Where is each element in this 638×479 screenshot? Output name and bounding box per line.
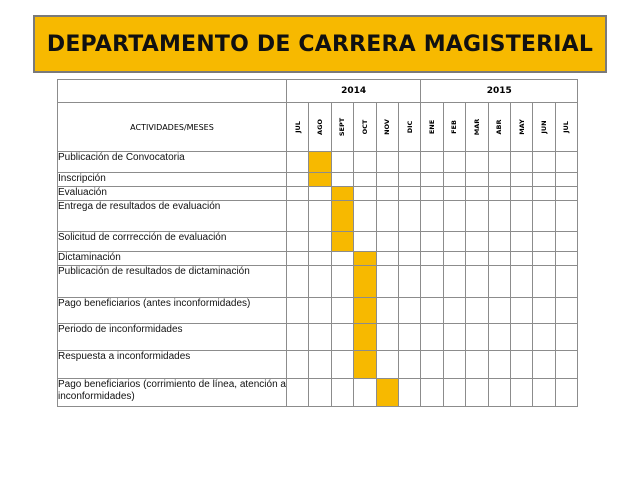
schedule-cell [488,152,510,173]
schedule-cell [376,324,398,351]
schedule-cell [466,187,488,201]
schedule-cell [354,152,376,173]
schedule-cell [309,201,331,232]
page-title: DEPARTAMENTO DE CARRERA MAGISTERIAL [46,31,594,57]
table-row [58,252,578,266]
schedule-cell [555,187,577,201]
schedule-cell [555,252,577,266]
schedule-cell [331,152,353,173]
schedule-cell [287,324,309,351]
schedule-cell [331,351,353,379]
schedule-cell [376,232,398,252]
schedule-cell [533,232,555,252]
schedule-cell [466,252,488,266]
schedule-cell [287,232,309,252]
schedule-cell [309,187,331,201]
schedule-cell [488,379,510,407]
schedule-cell [510,173,532,187]
schedule-cell-active [354,252,376,266]
schedule-cell [398,152,420,173]
month-header [287,103,309,152]
schedule-cell [510,351,532,379]
schedule-cell [287,379,309,407]
gantt-table [57,79,578,407]
schedule-cell [510,201,532,232]
schedule-cell [287,187,309,201]
schedule-cell [443,379,465,407]
schedule-cell [488,173,510,187]
schedule-cell [488,201,510,232]
activity-label: Dictaminación [58,252,287,266]
month-label: ENE [428,119,437,135]
activity-label: Pago beneficiarios (corrimiento de línea, atención a inconformidades) [58,379,287,407]
schedule-cell [510,232,532,252]
schedule-cell [555,298,577,324]
schedule-cell [421,351,443,379]
schedule-cell [354,232,376,252]
month-label: JUL [562,121,571,133]
table-row [58,298,578,324]
schedule-cell [488,252,510,266]
schedule-cell [443,351,465,379]
schedule-cell [376,252,398,266]
schedule-cell [510,324,532,351]
schedule-cell [466,201,488,232]
schedule-cell [376,266,398,298]
schedule-cell [510,379,532,407]
schedule-cell [466,232,488,252]
schedule-cell [533,324,555,351]
schedule-cell-active [354,324,376,351]
month-header [488,103,510,152]
table-row [58,187,578,201]
schedule-cell [488,351,510,379]
schedule-cell [510,252,532,266]
activity-label: Pago beneficiarios (antes inconformidades) [58,298,287,324]
schedule-cell [421,201,443,232]
schedule-cell [466,266,488,298]
schedule-cell [287,351,309,379]
activity-label: Respuesta a inconformidades [58,351,287,379]
table-row [58,379,578,407]
month-label: NOV [383,119,392,135]
schedule-cell [421,266,443,298]
schedule-cell [555,232,577,252]
schedule-cell [354,187,376,201]
schedule-cell [309,266,331,298]
schedule-cell [555,201,577,232]
month-label: OCT [360,119,369,135]
year-header-row [58,80,578,103]
schedule-cell [466,379,488,407]
schedule-cell [376,152,398,173]
month-header [354,103,376,152]
schedule-cell [466,324,488,351]
activity-label: Inscripción [58,173,287,187]
table-row [58,324,578,351]
schedule-cell [421,252,443,266]
table-row [58,152,578,173]
month-header [533,103,555,152]
schedule-cell [533,201,555,232]
schedule-cell [287,298,309,324]
schedule-cell [421,324,443,351]
schedule-cell [287,201,309,232]
month-header-row [58,103,578,152]
schedule-cell [398,298,420,324]
schedule-cell [421,187,443,201]
schedule-cell [488,266,510,298]
schedule-cell-active [376,379,398,407]
activities-header: ACTIVIDADES/MESES [58,103,287,152]
activity-label: Publicación de Convocatoria [58,152,287,173]
schedule-cell [555,324,577,351]
activity-label: Solicitud de corrrección de evaluación [58,232,287,252]
table-row [58,351,578,379]
schedule-cell [398,201,420,232]
schedule-cell [287,252,309,266]
schedule-cell [488,187,510,201]
month-label: JUN [539,120,548,134]
schedule-cell [331,324,353,351]
schedule-cell [331,252,353,266]
schedule-cell [555,351,577,379]
table-row [58,232,578,252]
schedule-cell [466,351,488,379]
schedule-cell [443,298,465,324]
schedule-cell [376,298,398,324]
schedule-cell [443,324,465,351]
schedule-cell [354,201,376,232]
schedule-cell-active [354,298,376,324]
month-label: MAY [517,119,526,135]
schedule-cell [443,201,465,232]
month-label: ABR [495,119,504,135]
schedule-cell [309,252,331,266]
schedule-cell [398,187,420,201]
schedule-cell [309,232,331,252]
schedule-cell-active [354,351,376,379]
schedule-cell [309,379,331,407]
activity-label: Publicación de resultados de dictaminación [58,266,287,298]
schedule-cell [376,351,398,379]
schedule-cell-active [309,152,331,173]
schedule-cell [533,173,555,187]
activity-label: Evaluación [58,187,287,201]
schedule-cell [398,232,420,252]
schedule-cell [421,173,443,187]
table-row [58,201,578,232]
schedule-cell-active [331,201,353,232]
year-header: 2015 [421,80,578,103]
month-header [398,103,420,152]
schedule-cell [354,173,376,187]
schedule-cell [309,298,331,324]
schedule-cell [398,252,420,266]
month-header [421,103,443,152]
gantt-body [58,152,578,407]
schedule-cell [421,232,443,252]
schedule-cell [533,298,555,324]
schedule-cell-active [331,187,353,201]
schedule-cell [398,173,420,187]
schedule-cell [555,379,577,407]
schedule-cell [354,379,376,407]
schedule-cell [488,298,510,324]
month-header [466,103,488,152]
schedule-cell [443,187,465,201]
month-label: JUL [293,121,302,133]
schedule-cell [331,266,353,298]
schedule-cell [287,152,309,173]
schedule-cell [287,266,309,298]
title-banner [33,15,607,73]
schedule-cell [398,266,420,298]
month-header [309,103,331,152]
activity-label: Periodo de inconformidades [58,324,287,351]
schedule-cell [533,266,555,298]
schedule-cell [443,173,465,187]
schedule-cell [533,351,555,379]
schedule-cell [510,187,532,201]
month-header [555,103,577,152]
schedule-cell-active [354,266,376,298]
schedule-cell [398,351,420,379]
schedule-cell [533,252,555,266]
month-label: DIC [405,120,414,134]
schedule-cell [555,152,577,173]
schedule-cell [309,324,331,351]
schedule-cell [488,232,510,252]
schedule-cell [533,379,555,407]
schedule-cell [331,173,353,187]
schedule-cell [376,201,398,232]
schedule-cell [398,379,420,407]
schedule-cell [443,266,465,298]
schedule-cell [398,324,420,351]
schedule-cell [443,152,465,173]
month-header [443,103,465,152]
month-header [376,103,398,152]
schedule-cell [376,187,398,201]
schedule-cell [466,152,488,173]
activity-label: Entrega de resultados de evaluación [58,201,287,232]
schedule-cell [555,173,577,187]
year-header: 2014 [287,80,421,103]
table-row [58,266,578,298]
schedule-cell [466,298,488,324]
schedule-cell [443,232,465,252]
schedule-cell [510,298,532,324]
schedule-cell [555,266,577,298]
schedule-cell-active [331,232,353,252]
schedule-cell [331,298,353,324]
month-label: FEB [450,120,459,134]
schedule-cell [466,173,488,187]
schedule-cell [510,152,532,173]
month-header [331,103,353,152]
month-label: AGO [316,119,325,135]
month-label: MAR [472,118,481,136]
schedule-cell-active [309,173,331,187]
schedule-cell [533,187,555,201]
schedule-cell [309,351,331,379]
schedule-cell [421,152,443,173]
schedule-cell [510,266,532,298]
year-header-spacer [58,80,287,103]
schedule-cell [287,173,309,187]
schedule-cell [421,379,443,407]
schedule-cell [443,252,465,266]
schedule-cell [331,379,353,407]
table-row [58,173,578,187]
schedule-cell [376,173,398,187]
schedule-cell [533,152,555,173]
month-label: SEPT [338,117,347,137]
schedule-cell [421,298,443,324]
month-header [510,103,532,152]
schedule-cell [488,324,510,351]
